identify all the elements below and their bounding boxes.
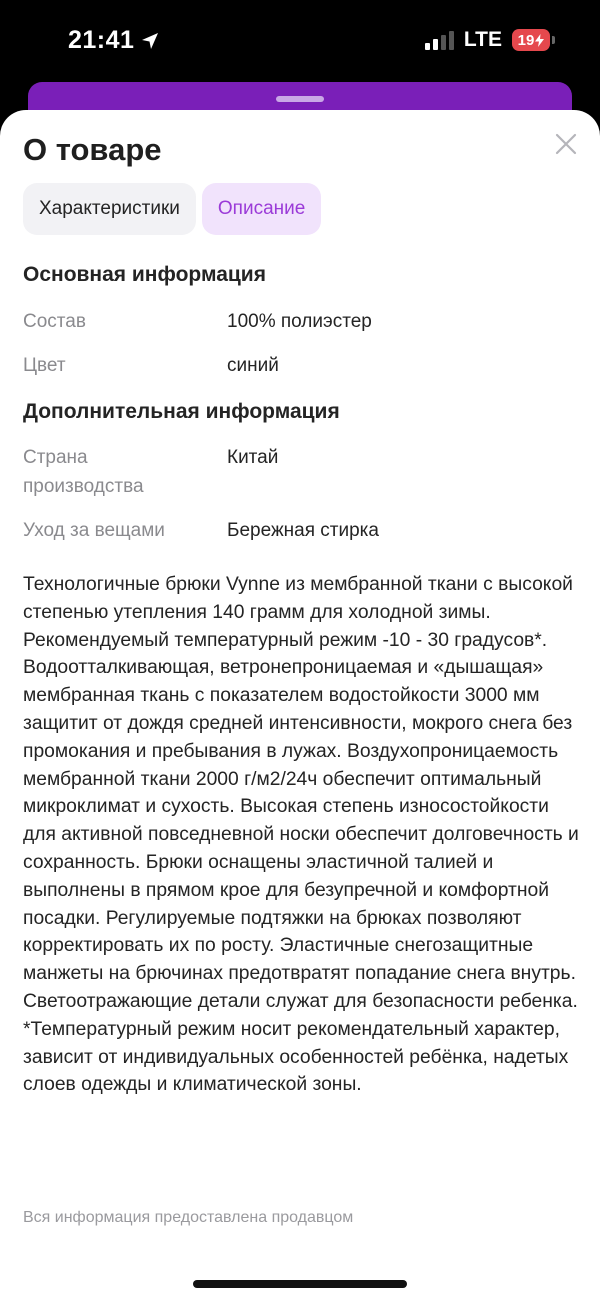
seller-note: Вся информация предоставлена продавцом	[23, 1209, 354, 1226]
section-heading-additional: Дополнительная информация	[23, 400, 340, 423]
product-description: Технологичные брюки Vynne из мембранной ткани с высокой степенью утепления 140 грамм для холодной зимы. Рекомендуемый температурный режим -10 - 30 градусов*. Водоотталкивающая, ветронепроницаемая и «дышащая» мембранная ткань с показателем водостойкости 3000 мм защитит от дождя средней интенсивности, мокрого снега без промокания и пребывания в лужах. Воздухопроницаемость мембранной ткани 2000 г/м2/24ч обеспечит оптимальный микроклимат и сухость. Высокая степень износостойкости для активной повседневной носки обеспечит долговечность и сохранность. Брюки оснащены эластичной талией и выполнены в прямом крое для безупречной и комфортной посадки. Регулируемые подтяжки на брюках позволяют корректировать их по росту. Эластичные снегозащитные манжеты на брючинах предотвратят попадание снега внутрь. Светоотражающие детали служат для безопасности ребенка. *Температурный режим носит рекомендательный характер, зависит от индивидуальных особенностей ребёнка, надетых слоев одежды и климатической зоны.	[23, 574, 579, 1096]
spec-label: Состав	[23, 311, 86, 332]
spec-value: Китай	[227, 447, 279, 468]
network-type: LTE	[463, 28, 502, 51]
battery-icon	[512, 29, 550, 51]
location-arrow-icon	[140, 31, 160, 51]
battery-level: 19	[517, 31, 535, 49]
home-indicator[interactable]	[193, 1280, 407, 1288]
spec-value: Бережная стирка	[227, 520, 379, 541]
spec-value: синий	[227, 355, 279, 376]
tab-characteristics[interactable]: Характеристики	[23, 183, 196, 235]
spec-value: 100% полиэстер	[227, 311, 372, 332]
spec-label: Цвет	[23, 355, 66, 376]
tab-description[interactable]: Описание	[202, 183, 321, 235]
drag-handle[interactable]	[276, 96, 324, 102]
tab-bar	[23, 183, 321, 235]
close-icon	[554, 132, 578, 156]
product-info-sheet	[0, 110, 600, 1300]
spec-label: Уход за вещами	[23, 520, 165, 541]
status-bar	[0, 0, 600, 80]
spec-label: Страна производства	[23, 447, 144, 497]
charging-bolt-icon	[535, 34, 544, 47]
status-indicators	[425, 28, 550, 52]
status-time: 21:41	[68, 26, 135, 54]
close-button[interactable]	[554, 132, 578, 156]
status-time-group	[68, 26, 160, 55]
sheet-title: О товаре	[23, 132, 162, 167]
cellular-signal-icon	[425, 30, 454, 50]
section-heading-main: Основная информация	[23, 263, 266, 286]
